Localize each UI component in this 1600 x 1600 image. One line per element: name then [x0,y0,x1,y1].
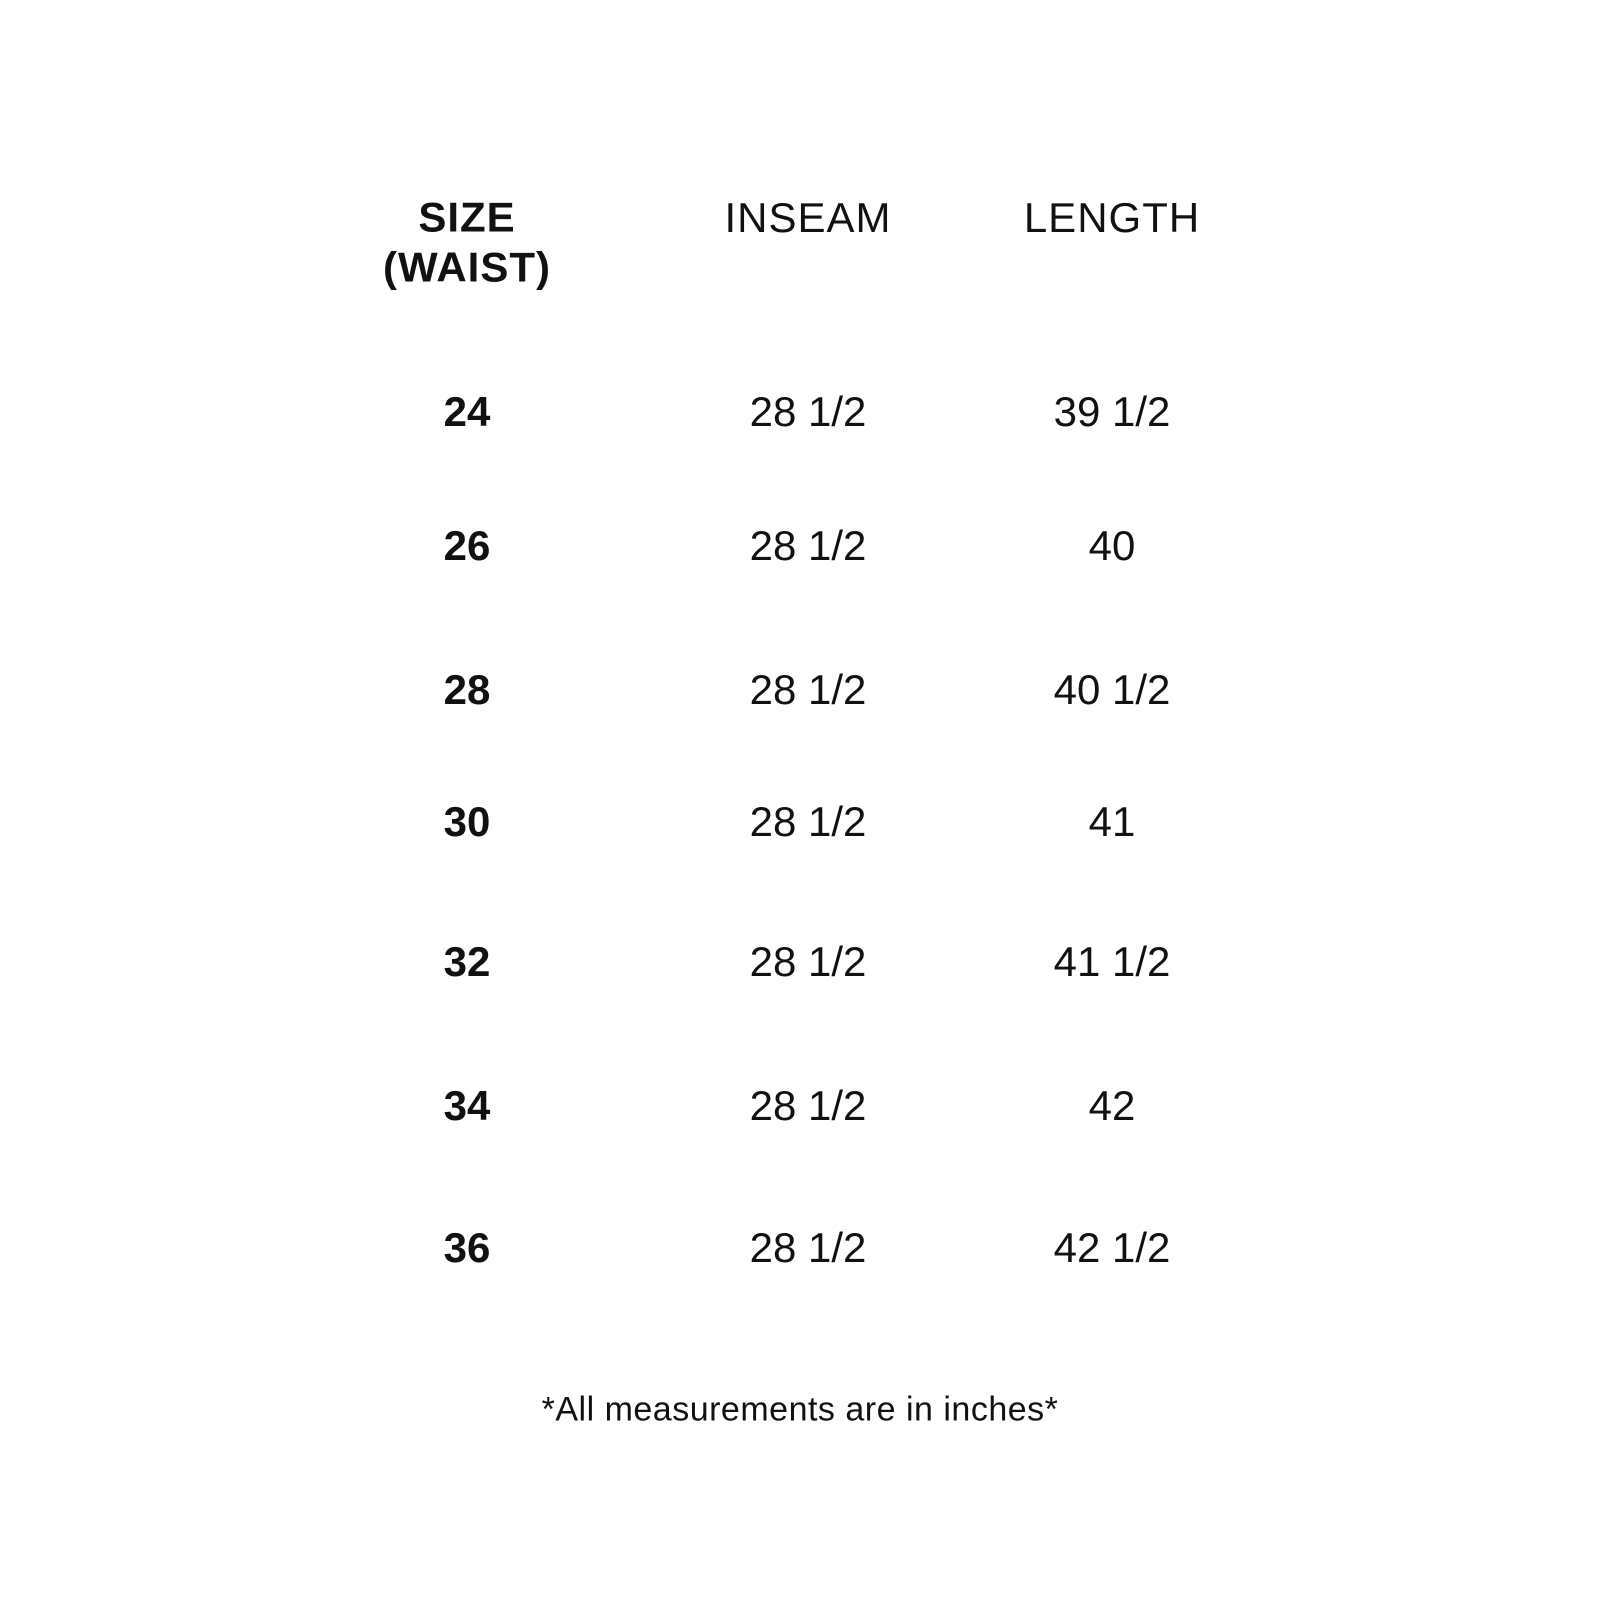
length-cell: 40 1/2 [1053,665,1171,713]
inseam-cell: 28 1/2 [749,665,867,713]
inseam-cell: 28 1/2 [749,1223,867,1271]
size-cell: 28 [443,665,491,713]
length-cell: 41 [1088,797,1136,845]
size-header [383,193,551,294]
size-header-line1: SIZE [418,193,516,241]
inseam-cell: 28 1/2 [749,1081,867,1129]
inseam-cell: 28 1/2 [749,387,867,435]
size-cell: 26 [443,521,491,569]
length-cell: 40 [1088,521,1136,569]
length-cell: 41 1/2 [1053,937,1171,985]
size-cell: 34 [443,1081,491,1129]
size-header-line2: (WAIST) [383,244,551,291]
length-cell: 39 1/2 [1053,387,1171,435]
measurement-note: *All measurements are in inches* [541,1390,1059,1429]
size-cell: 30 [443,797,491,845]
length-cell: 42 [1088,1081,1136,1129]
inseam-cell: 28 1/2 [749,521,867,569]
size-cell: 32 [443,937,491,985]
inseam-header: INSEAM [724,193,892,241]
size-cell: 24 [443,387,491,435]
length-cell: 42 1/2 [1053,1223,1171,1271]
length-header: LENGTH [1023,193,1201,241]
inseam-cell: 28 1/2 [749,797,867,845]
size-cell: 36 [443,1223,491,1271]
inseam-cell: 28 1/2 [749,937,867,985]
